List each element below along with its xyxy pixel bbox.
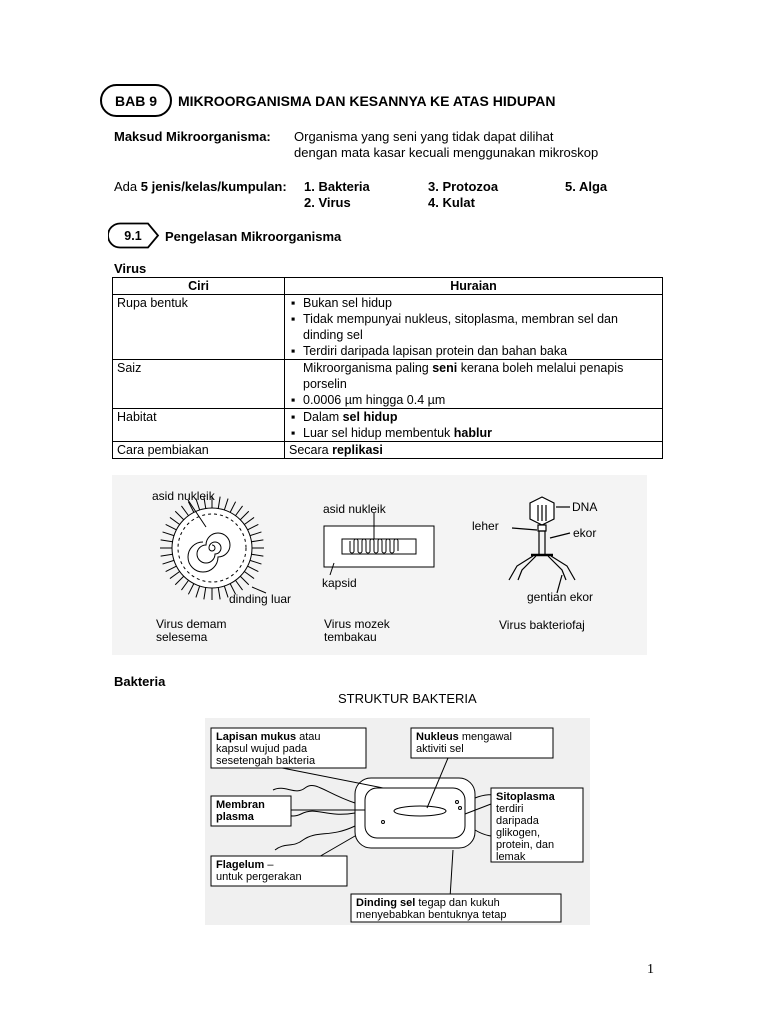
- nukleus-bold: Nukleus: [416, 731, 459, 743]
- dinding-text-1: tegap dan kukuh: [415, 897, 500, 909]
- virus-spike: [252, 540, 264, 542]
- virus-spike: [240, 511, 248, 519]
- saiz-text-bold: seni: [432, 361, 458, 375]
- table-row: [113, 295, 663, 360]
- bacteria-structure-title: STRUKTUR BAKTERIA: [338, 691, 477, 706]
- virus-spike: [244, 517, 254, 524]
- row-label-cara: Cara pembiakan: [113, 442, 285, 459]
- header-huraian: Huraian: [285, 278, 663, 295]
- sito-line-1: terdiri: [496, 803, 524, 815]
- habitat-text-1: Dalam: [303, 410, 343, 424]
- virus-spike: [224, 499, 228, 510]
- label-dna: DNA: [572, 500, 598, 514]
- flagelum-line-1: [216, 859, 274, 871]
- virus-spike: [224, 586, 228, 597]
- virus-spike: [166, 566, 177, 571]
- table-header-row: [113, 278, 663, 295]
- section-title: Pengelasan Mikroorganisma: [165, 229, 342, 244]
- table-row: [113, 442, 663, 459]
- types-label-bold: 5 jenis/kelas/kumpulan:: [140, 179, 287, 194]
- page-number: 1: [647, 962, 654, 977]
- virus-spike: [250, 532, 261, 536]
- rupa-bullet-1: ▪ Bukan sel hidup: [289, 295, 658, 311]
- saiz-line-1: [289, 360, 658, 392]
- dinding-bold: Dinding sel: [356, 897, 416, 909]
- virus-spike: [188, 584, 193, 595]
- row-desc-habitat: [285, 409, 663, 442]
- sito-line-5: lemak: [496, 851, 526, 863]
- definition-line-1: Organisma yang seni yang tidak dapat dilihat: [294, 129, 554, 144]
- sito-line-4: protein, dan: [496, 839, 555, 851]
- table-row: [113, 360, 663, 409]
- membran-line-1: Membran: [216, 799, 265, 811]
- type-item-2: 2. Virus: [304, 195, 351, 210]
- flagelum-bold: Flagelum: [216, 859, 265, 871]
- row-desc-rupa: [285, 295, 663, 360]
- caption-virus-demam-2: selesema: [156, 630, 208, 644]
- definition-text: [294, 129, 598, 161]
- row-label-rupa: Rupa bentuk: [113, 295, 285, 360]
- sito-line-3: glikogen,: [496, 827, 541, 839]
- row-label-habitat: Habitat: [113, 409, 285, 442]
- caption-virus-demam-1: Virus demam: [156, 617, 227, 631]
- virus-spike: [236, 580, 243, 590]
- rupa-bullet-3: ▪ Terdiri daripada lapisan protein dan bahan baka: [289, 343, 658, 359]
- label-gentian-ekor: gentian ekor: [527, 590, 594, 604]
- virus-spike: [181, 506, 188, 516]
- label-dinding-luar: dinding luar: [229, 592, 292, 606]
- label-kapsid: kapsid: [322, 576, 357, 590]
- lapisan-line-3: sesetengah bakteria: [216, 755, 316, 767]
- bakteria-heading: Bakteria: [114, 674, 166, 689]
- saiz-text-end: kerana boleh melalui penapis porselin: [303, 361, 624, 391]
- influenza-virus-drawing: [160, 496, 266, 600]
- virus-spike: [218, 497, 220, 509]
- nukleus-text-1: mengawal: [458, 731, 512, 743]
- virus-spike: [163, 560, 174, 564]
- label-asid-nukleik-1: asid nukleik: [152, 489, 215, 503]
- sito-line-2: daripada: [496, 815, 539, 827]
- virus-spike: [244, 572, 254, 579]
- dinding-line-1: [356, 897, 500, 909]
- virus-spike: [166, 524, 177, 529]
- virus-spike: [250, 560, 261, 564]
- lapisan-line-2: kapsul wujud pada: [216, 743, 308, 755]
- virus-figure: [112, 475, 647, 655]
- row-desc-saiz: [285, 360, 663, 409]
- virus-table: [112, 277, 663, 459]
- virus-spike: [161, 554, 173, 556]
- sito-bold: Sitoplasma: [496, 791, 555, 803]
- virus-spike: [163, 532, 174, 536]
- virus-spike: [252, 554, 264, 556]
- types-prefix: Ada: [114, 179, 141, 194]
- section-number: 9.1: [124, 229, 142, 243]
- cara-text: Secara: [289, 443, 333, 457]
- virus-spike: [175, 511, 183, 519]
- saiz-bullet-2: ▪ 0.0006 µm hingga 0.4 µm: [289, 392, 658, 408]
- virus-spike: [204, 588, 206, 600]
- type-item-1: 1. Bakteria: [304, 179, 370, 194]
- section-badge: [108, 222, 160, 252]
- row-label-saiz: Saiz: [113, 360, 285, 409]
- saiz-text-1: Mikroorganisma paling: [303, 361, 433, 375]
- type-item-4: 4. Kulat: [428, 195, 475, 210]
- virus-spike: [248, 524, 259, 529]
- nukleus-line-2: aktiviti sel: [416, 743, 464, 755]
- virus-spike: [181, 580, 188, 590]
- virus-spike: [175, 576, 183, 584]
- virus-spike: [218, 588, 220, 600]
- table-row: [113, 409, 663, 442]
- habitat-text-1-bold: sel hidup: [342, 410, 398, 424]
- lapisan-bold: Lapisan mukus: [216, 731, 297, 743]
- dinding-line-2: menyebabkan bentuknya tetap: [356, 909, 507, 921]
- chapter-badge: BAB 9: [100, 84, 172, 117]
- type-item-5: 5. Alga: [565, 179, 608, 194]
- bacteriophage-drawing: [509, 497, 575, 593]
- virus-spike: [196, 586, 200, 597]
- label-asid-nukleik-2: asid nukleik: [323, 502, 386, 516]
- virus-heading: Virus: [114, 261, 147, 276]
- virus-spike: [170, 517, 180, 524]
- bacteria-figure: [205, 718, 590, 925]
- caption-virus-bakteriofaj: Virus bakteriofaj: [499, 618, 585, 632]
- type-item-3: 3. Protozoa: [428, 179, 499, 194]
- tobacco-mosaic-virus-drawing: [324, 513, 434, 575]
- virus-spike: [236, 506, 243, 516]
- nukleus-line-1: [416, 731, 512, 743]
- label-ekor: ekor: [573, 526, 597, 540]
- caption-virus-mozek-2: tembakau: [324, 630, 377, 644]
- chapter-title: MIKROORGANISMA DAN KESANNYA KE ATAS HIDUPAN: [178, 93, 556, 109]
- flagelum-text-1: –: [264, 859, 274, 871]
- virus-spike: [161, 540, 173, 542]
- types-label: [114, 179, 287, 194]
- rupa-bullet-2: ▪ Tidak mempunyai nukleus, sitoplasma, membran sel dan dinding sel: [289, 311, 658, 343]
- habitat-text-2: Luar sel hidup membentuk: [303, 426, 454, 440]
- flagelum-line-2: untuk pergerakan: [216, 871, 302, 883]
- lapisan-text-1: atau: [296, 731, 321, 743]
- habitat-text-2-bold: hablur: [453, 426, 492, 440]
- habitat-bullet-2: [289, 425, 658, 441]
- header-ciri: Ciri: [113, 278, 285, 295]
- cara-text-bold: replikasi: [332, 443, 383, 457]
- lapisan-line-1: [216, 731, 321, 743]
- definition-line-2: dengan mata kasar kecuali menggunakan mikroskop: [294, 145, 599, 160]
- row-desc-cara: [285, 442, 663, 459]
- membran-line-2: plasma: [216, 811, 254, 823]
- virus-spike: [240, 576, 248, 584]
- virus-spike: [248, 566, 259, 571]
- definition-label: Maksud Mikroorganisma:: [114, 129, 271, 144]
- label-leher: leher: [472, 519, 499, 533]
- virus-spike: [170, 572, 180, 579]
- virus-spike: [230, 502, 235, 513]
- habitat-bullet-1: [289, 409, 658, 425]
- caption-virus-mozek-1: Virus mozek: [324, 617, 390, 631]
